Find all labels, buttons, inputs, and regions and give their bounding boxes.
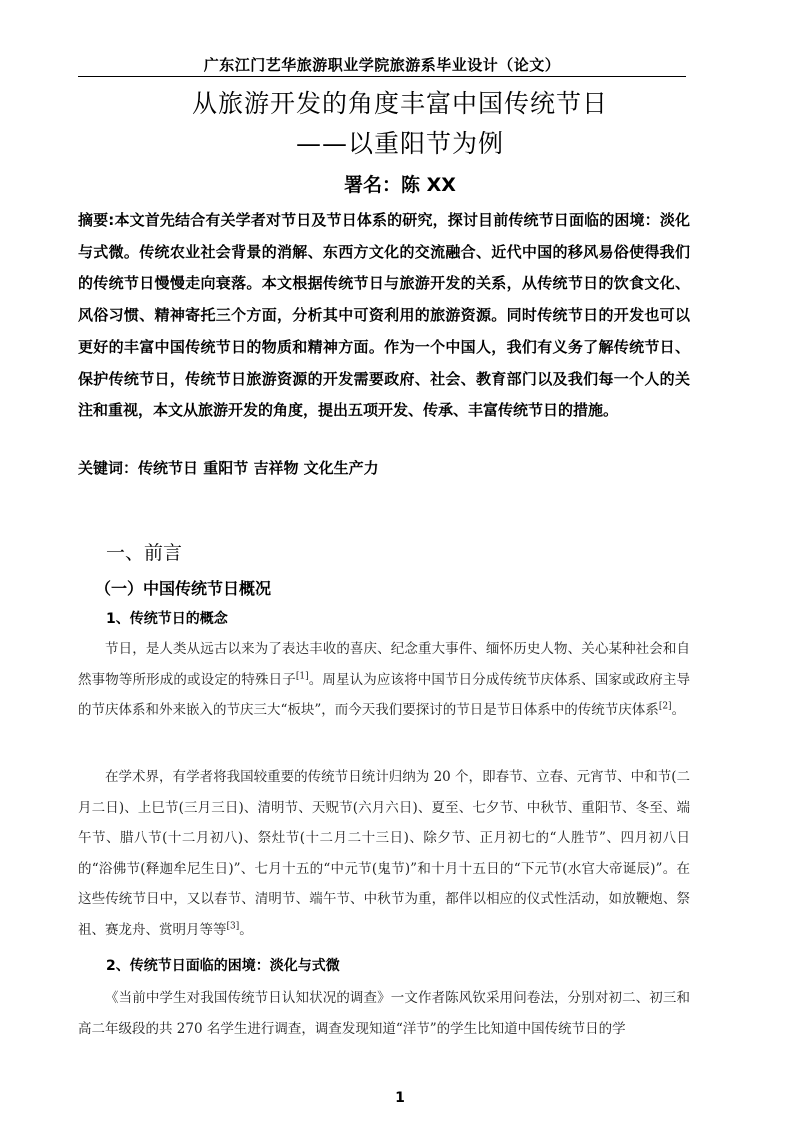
keywords: 关键词：传统节日 重阳节 吉祥物 文化生产力 — [78, 459, 379, 477]
abstract: 摘要:本文首先结合有关学者对节日及节日体系的研究，探讨目前传统节日面临的困境：淡化与式微。传统农业社会背景的消解、东西方文化的交流融合、近代中国的移风易俗使得我们的传统节日慢慢走向衰落。本文根据传统节日与旅游开发的关系，从传统节日的饮食文化、风俗习惯、精神寄托三个方面，分析其中可资利用的旅游资源。同时传统节日的开发也可以更好的丰富中国传统节日的物质和精神方面。作为一个中国人，我们有义务了解传统节日、保护传统节日，传统节日旅游资源的开发需要政府、社会、教育部门以及我们每一个人的关注和重视，本文从旅游开发的角度，提出五项开发、传承、丰富传统节日的措施。 — [78, 211, 690, 420]
p2-text-b: 。 — [239, 921, 253, 938]
p1-text-c: 。 — [671, 702, 686, 718]
p1-text-a: 节日，是人类从远古以来为了表达丰收的喜庆、纪念重大事件、缅怀历史人物、关心某种社会和自然事物等所形成的或设定的特殊日子 — [78, 641, 690, 688]
paragraph-3: 《当前中学生对我国传统节日认知状况的调查》一文作者陈风钦采用问卷法，分别对初二、初三和高二年级段的共 270 名学生进行调查，调查发现知道“洋节”的学生比知道中国传统节日的学 — [78, 990, 690, 1037]
citation-3: [3] — [226, 921, 240, 931]
paper-subtitle: ——以重阳节为例 — [295, 129, 504, 158]
header-rule — [78, 76, 686, 77]
paper-title: 从旅游开发的角度丰富中国传统节日 — [191, 89, 608, 118]
running-header: 广东江门艺华旅游职业学院旅游系毕业设计（论文） — [203, 56, 561, 74]
section-heading: 一、前言 — [106, 542, 183, 564]
p2-text-a: 在学术界，有学者将我国较重要的传统节日统计归纳为 20 个，即春节、立春、元宵节、中和节(二月二日)、上巳节(三月三日)、清明节、天贶节(六月六日)、夏至、七夕节、中秋节、重阳节、冬至、端午节、腊八节(十二月初八)、祭灶节(十二月二十三日)、除夕节、正月初七的“人胜节”、四月初八日的“浴佛节(释迦牟尼生日)”、七月十五的“中元节(鬼节)”和十月十五日的“下元节(水官大帝诞辰)”。在这些传统节日中，又以春节、清明节、端午节、中秋节为重，都伴以相应的仪式性活动，如放鞭炮、祭祖、赛龙舟、赏明月等等 — [78, 769, 690, 938]
subsubsection-heading-2: 2、传统节日面临的困境：淡化与式微 — [106, 958, 340, 974]
paragraph-1 — [78, 634, 690, 726]
author-line: 署名：陈 XX — [344, 174, 456, 196]
paragraph-2 — [78, 762, 690, 945]
subsection-heading: （一）中国传统节日概况 — [95, 579, 272, 598]
citation-1: [1] — [295, 671, 309, 681]
citation-2: [2] — [658, 701, 672, 712]
p1-text-b: 。周星认为应该将中国节日分成传统节庆体系、国家或政府主导的节庆体系和外来嵌入的节庆三大“板块”，而今天我们要探讨的节日是节日体系中的传统节庆体系 — [78, 671, 691, 718]
page-number: 1 — [395, 1090, 405, 1106]
subsubsection-heading-1: 1、传统节日的概念 — [106, 611, 228, 627]
